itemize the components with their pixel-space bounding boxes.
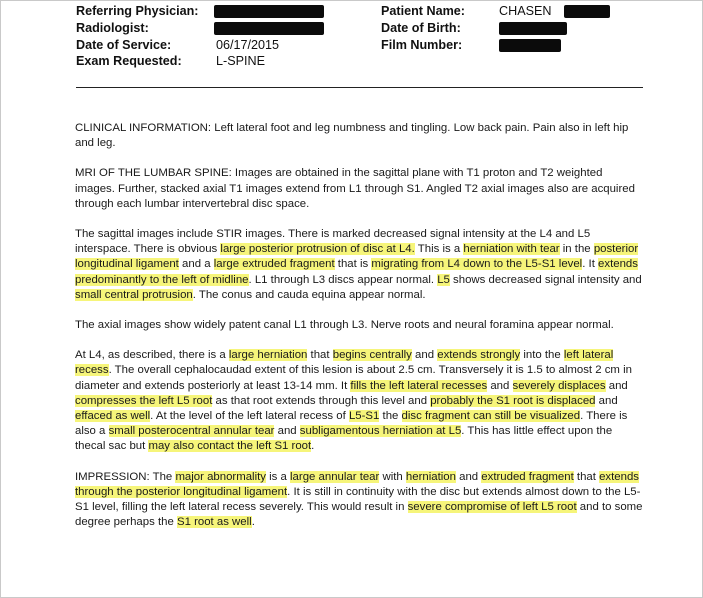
highlighted-text: disc fragment can still be visualized xyxy=(401,410,581,423)
paragraph-text: shows decreased signal intensity and xyxy=(449,273,642,286)
redaction-bar xyxy=(564,5,610,18)
redaction-bar xyxy=(499,39,561,52)
highlighted-text: begins centrally xyxy=(332,349,412,362)
report-body xyxy=(75,121,643,545)
highlighted-text: may also contact the left S1 root xyxy=(148,440,312,453)
highlighted-text: L5-S1 xyxy=(348,410,380,423)
paragraph-text: is a xyxy=(265,470,291,483)
paragraph-text: . At the level of the left lateral recess of xyxy=(150,410,349,423)
paragraph-text: . L1 through L3 discs appear normal. xyxy=(248,273,438,286)
highlighted-text: subligamentous herniation at L5 xyxy=(299,425,462,438)
patient-name-label: Patient Name: xyxy=(381,4,465,18)
highlighted-text: large herniation xyxy=(228,349,308,362)
highlighted-text: posterior longitudinal ligament xyxy=(75,243,639,271)
paragraph-text: IMPRESSION: The xyxy=(75,470,176,483)
highlighted-text: major abnormality xyxy=(175,470,266,483)
paragraph-text: and xyxy=(274,425,300,438)
paragraph-text: into the xyxy=(520,349,564,362)
paragraph-text: . It is still in continuity with the disc but extends almost down to the L5-S1 level, filling the left lateral recess severely. This would result in xyxy=(75,485,641,514)
highlighted-text: severe compromise of left L5 root xyxy=(407,501,577,514)
highlighted-text: herniation xyxy=(405,470,456,483)
paragraph-text: that is xyxy=(334,258,372,271)
paragraph-text: as that root extends through this level and xyxy=(212,394,431,407)
highlighted-text: extends through the posterior longitudinal ligament xyxy=(75,470,639,498)
highlighted-text: effaced as well xyxy=(75,410,151,423)
paragraph-text: This is a xyxy=(414,243,464,256)
paragraph-text: and to some degree perhaps the xyxy=(75,501,643,529)
highlighted-text: large annular tear xyxy=(290,470,380,483)
highlighted-text: small central protrusion xyxy=(75,288,193,301)
exam-requested-value: L-SPINE xyxy=(216,54,265,68)
paragraph-text: . xyxy=(251,516,255,529)
highlighted-text: herniation with tear xyxy=(463,243,560,256)
highlighted-text: severely displaces xyxy=(512,379,606,392)
patient-name-value: CHASEN xyxy=(499,4,552,18)
film-number-label: Film Number: xyxy=(381,38,463,52)
highlighted-text: extends strongly xyxy=(437,349,521,362)
highlighted-text: large posterior protrusion of disc at L4. xyxy=(220,243,415,256)
date-of-birth-label: Date of Birth: xyxy=(381,21,461,35)
report-paragraph xyxy=(75,348,643,454)
highlighted-text: compresses the left L5 root xyxy=(75,394,213,407)
redaction-bar xyxy=(214,22,324,35)
referring-physician-label: Referring Physician: xyxy=(76,4,199,18)
highlighted-text: probably the S1 root is displaced xyxy=(430,394,596,407)
paragraph-text: and xyxy=(595,394,618,407)
paragraph-text: and xyxy=(605,379,628,392)
paragraph-text: . This has little effect upon the thecal sac but xyxy=(75,425,613,453)
report-paragraph xyxy=(75,318,643,333)
paragraph-text: . There is also a xyxy=(75,410,628,438)
highlighted-text: S1 root as well xyxy=(176,516,252,529)
paragraph-text: The axial images show widely patent canal L1 through L3. Nerve roots and neural foramina appear normal. xyxy=(75,319,614,332)
paragraph-text: that xyxy=(573,470,600,483)
paragraph-text: with xyxy=(379,470,406,483)
paragraph-text: and xyxy=(455,470,482,483)
paragraph-text: MRI OF THE LUMBAR SPINE: Images are obtained in the sagittal plane with T1 proton and T2 weighted images. Further, stacked axial T1 images extend from L1 through S1. Angled T2 axial images also are acquired through each lumbar intervertebral disc space. xyxy=(75,167,635,210)
exam-requested-label: Exam Requested: xyxy=(76,54,182,68)
report-paragraph xyxy=(75,121,643,151)
redaction-bar xyxy=(499,22,567,35)
highlighted-text: extruded fragment xyxy=(481,470,574,483)
highlighted-text: left lateral recess xyxy=(75,349,614,377)
header-divider xyxy=(76,87,643,88)
paragraph-text: . The overall cephalocaudad extent of this lesion is about 2.5 cm. Transversely it is 1.5 to almost 2 cm in diameter and extends posteriorly at least 13-14 mm. It xyxy=(75,364,632,392)
paragraph-text: and xyxy=(487,379,513,392)
report-paragraph xyxy=(75,227,643,303)
paragraph-text: that xyxy=(307,349,333,362)
paragraph-text: and a xyxy=(178,258,214,271)
radiologist-label: Radiologist: xyxy=(76,21,149,35)
highlighted-text: small posterocentral annular tear xyxy=(108,425,275,438)
paragraph-text: . The conus and cauda equina appear normal. xyxy=(192,288,426,301)
paragraph-text: . It xyxy=(582,258,599,271)
date-of-service-value: 06/17/2015 xyxy=(216,38,280,52)
paragraph-text: The sagittal images include STIR images. There is marked decreased signal intensity at the L4 and L5 interspace. There is obvious xyxy=(75,228,591,256)
paragraph-text: in the xyxy=(559,243,594,256)
highlighted-text: extends predominantly to the left of midline xyxy=(75,258,638,286)
report-paragraph xyxy=(75,166,643,212)
paragraph-text: the xyxy=(379,410,402,423)
highlighted-text: fills the left lateral recesses xyxy=(350,379,488,392)
paragraph-text: CLINICAL INFORMATION: Left lateral foot and leg numbness and tingling. Low back pain. Pain also in left hip and leg. xyxy=(75,122,629,150)
paragraph-text: and xyxy=(411,349,438,362)
report-paragraph xyxy=(75,470,643,531)
paragraph-text: . xyxy=(311,440,315,453)
redaction-bar xyxy=(214,5,324,18)
highlighted-text: large extruded fragment xyxy=(213,258,335,271)
highlighted-text: L5 xyxy=(437,273,450,286)
highlighted-text: migrating from L4 down to the L5-S1 level xyxy=(371,258,583,271)
date-of-service-label: Date of Service: xyxy=(76,38,172,52)
paragraph-text: At L4, as described, there is a xyxy=(75,349,229,362)
